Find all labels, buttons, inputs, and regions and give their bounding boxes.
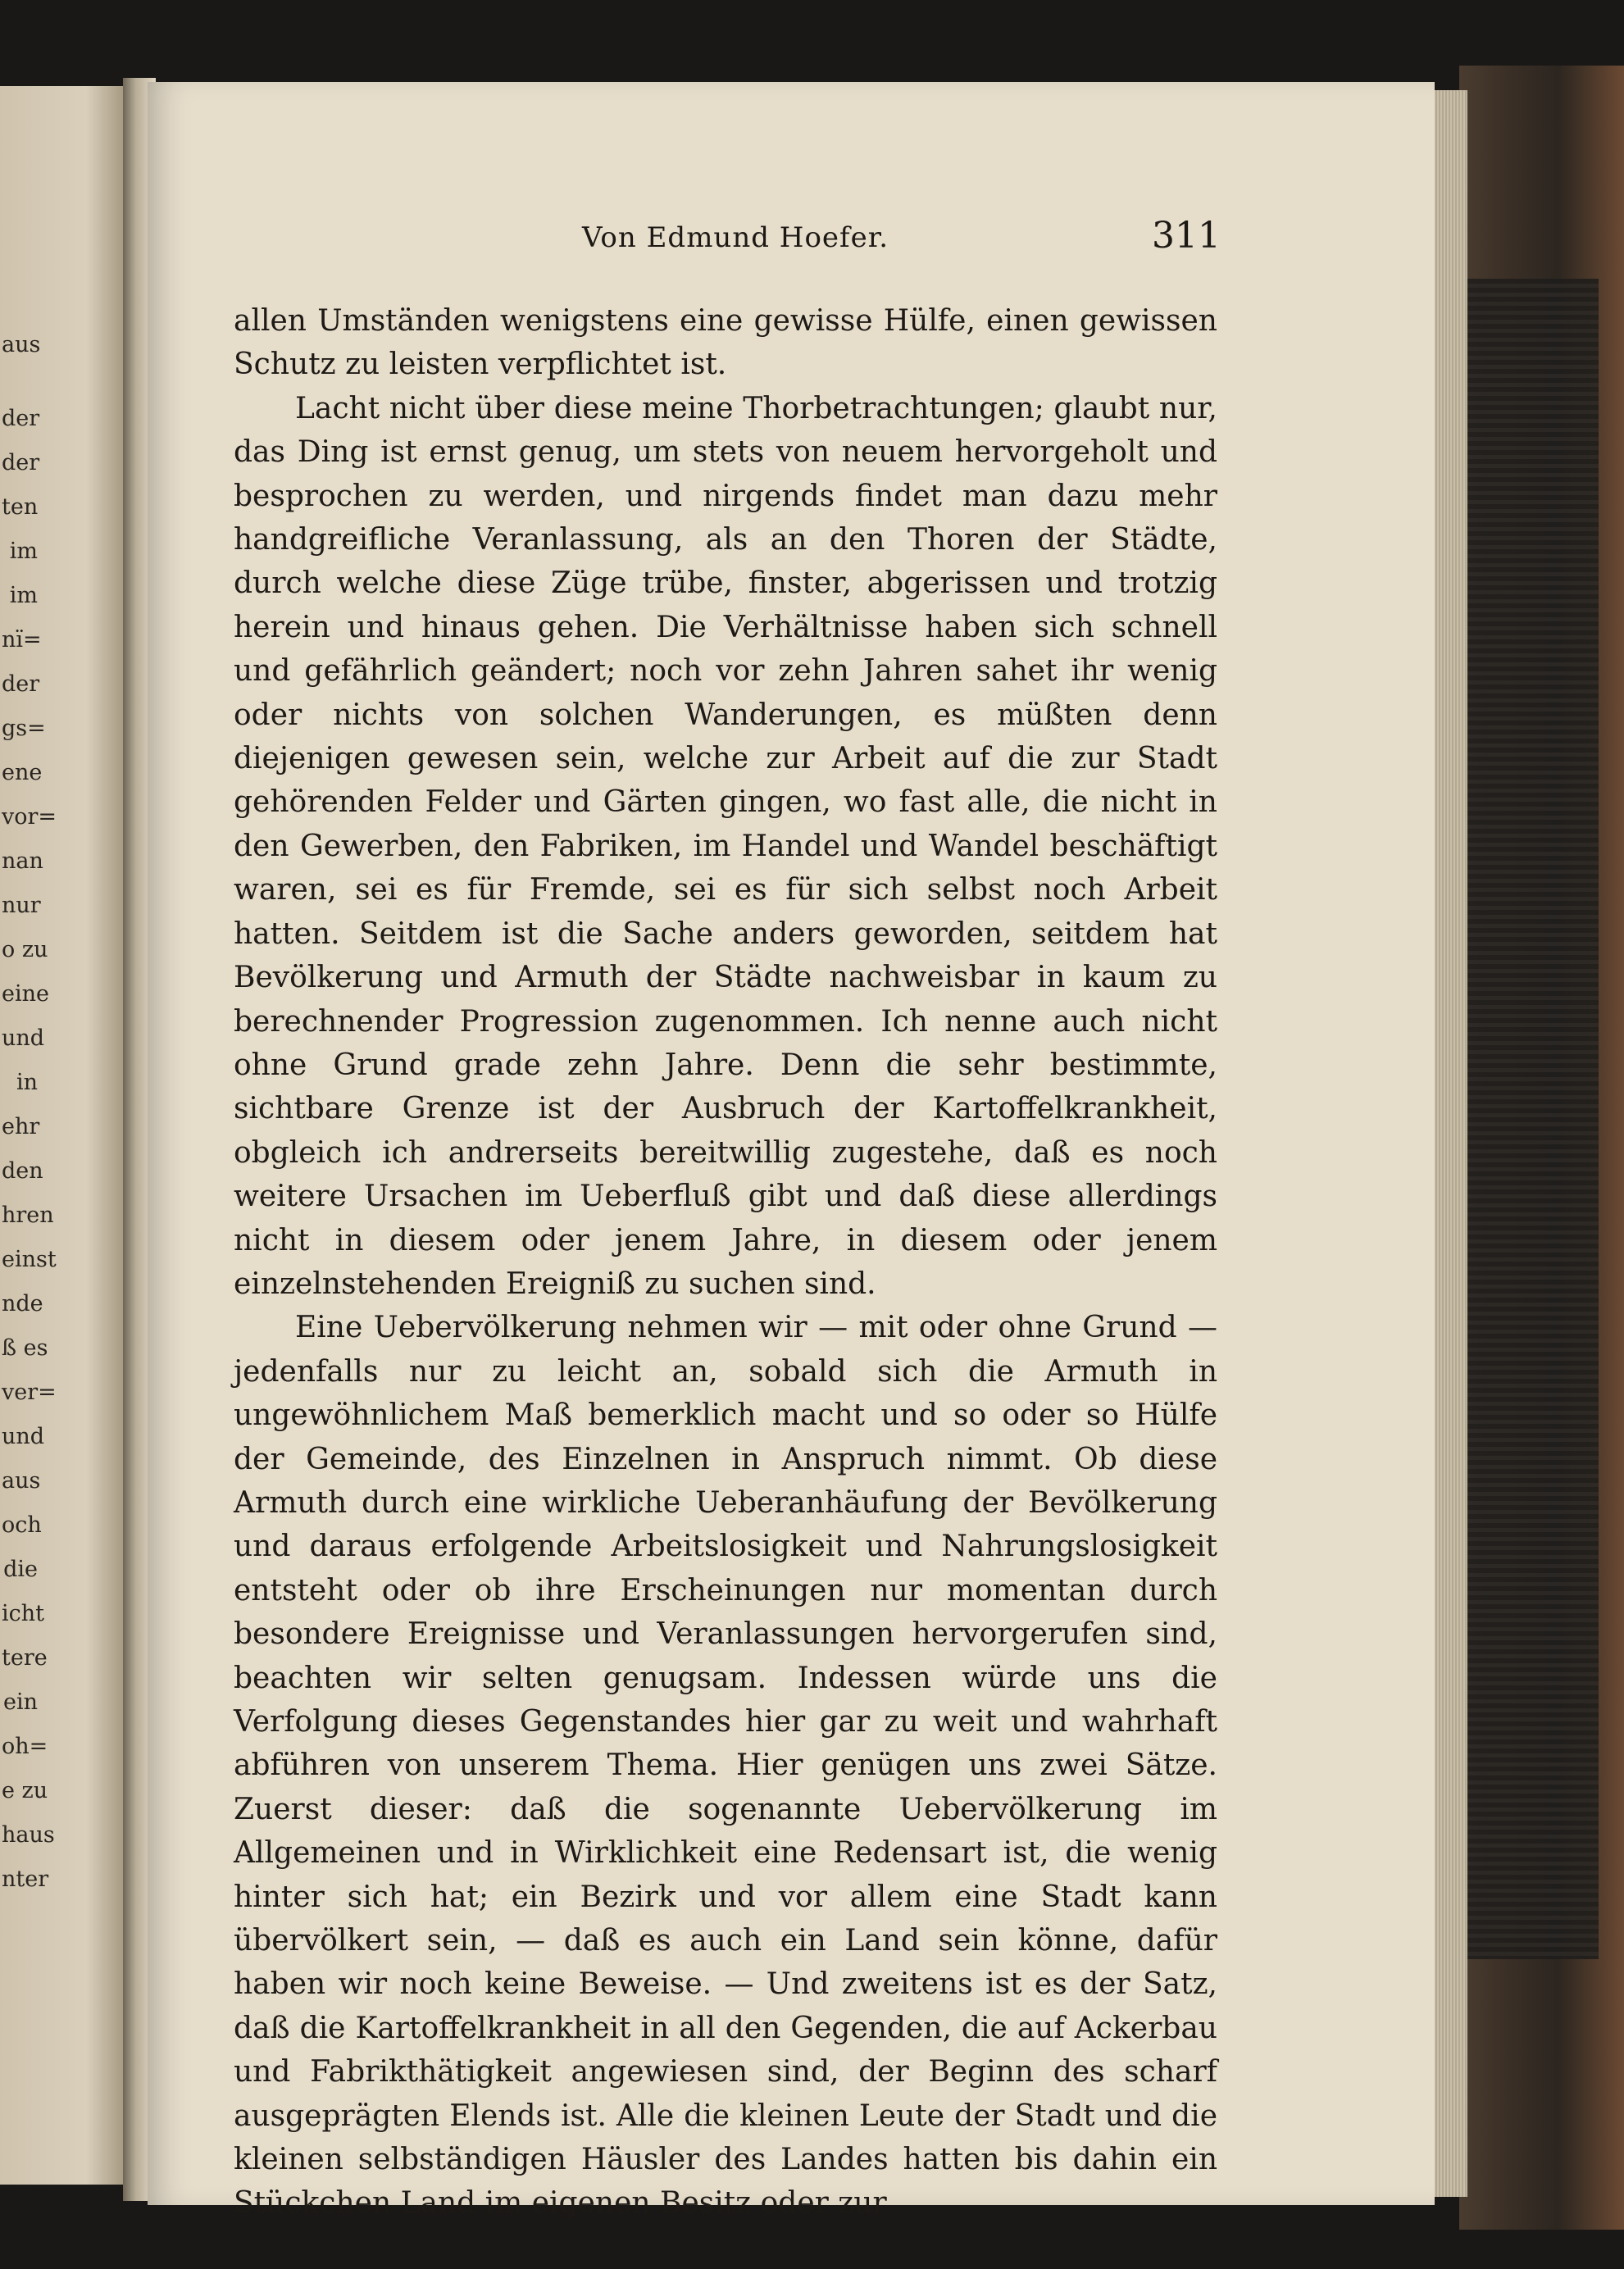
left-page-fragment: ten bbox=[2, 494, 39, 520]
paragraph-2: Lacht nicht über diese meine Thorbetrachtungen; glaubt nur, das Ding ist ernst genug, um stets von neuem hervorgeholt und besprochen zu werden, und nirgends findet man dazu mehr handgreifliche Veranlassung, als an den Thoren der Städte, durch welche diese Züge trübe, finster, abgerissen und trotzig herein und hinaus gehen. Die Verhältnisse haben sich schnell und gefährlich geändert; noch vor zehn Jahren sahet ihr wenig oder nichts von solchen Wanderungen, es müßten denn diejenigen gewesen sein, welche zur Arbeit auf die zur Stadt gehörenden Felder und Gärten gingen, wo fast alle, die nicht in den Gewerben, den Fabriken, im Handel und Wandel beschäftigt waren, sei es für Fremde, sei es für sich selbst noch Arbeit hatten. Seitdem ist die Sache anders geworden, seitdem hat Bevölkerung und Armuth der Städte nachweisbar in kaum zu berechnender Progression zugenommen. Ich nenne auch nicht ohne Grund grade zehn Jahre. Denn die sehr bestimmte, sichtbare Grenze ist der Ausbruch der Kartoffelkrankheit, obgleich ich andrerseits bereitwillig zugestehe, daß es noch weitere Ursachen im Ueberfluß gibt und daß diese allerdings nicht in diesem oder jenem Jahre, in diesem oder jenem einzelnstehenden Ereigniß zu suchen sind. bbox=[234, 391, 1217, 1301]
left-page-fragment: e zu bbox=[2, 1778, 48, 1803]
left-page-fragment: tere bbox=[2, 1645, 48, 1671]
left-page-fragment: einst bbox=[2, 1247, 57, 1272]
left-page-fragment: haus bbox=[2, 1822, 55, 1848]
left-page-fragment: und bbox=[2, 1025, 45, 1051]
left-page-fragment: im bbox=[9, 583, 38, 608]
left-page-fragment: aus bbox=[2, 332, 41, 357]
paragraph-3: Eine Uebervölkerung nehmen wir — mit oder ohne Grund — jedenfalls nur zu leicht an, sobald sich die Armuth in ungewöhnlichem Maß bemerklich macht und so oder so Hülfe der Gemeinde, des Einzelnen in Anspruch nimmt. Ob diese Armuth durch eine wirkliche Ueberanhäufung der Bevölkerung und daraus erfolgende Arbeitslosigkeit und Nahrungslosigkeit entsteht oder ob ihre Erscheinungen nur momentan durch besondere Ereignisse und Veranlassungen hervorgerufen sind, beachten wir selten genugsam. Indessen würde uns die Verfolgung dieses Gegenstandes hier gar zu weit und wahrhaft abführen von unserem Thema. Hier genügen uns zwei Sätze. Zuerst dieser: daß die sogenannte Uebervölkerung im Allgemeinen und in Wirklichkeit eine Redensart ist, die wenig hinter sich hat; ein Bezirk und vor allem eine Stadt kann übervölkert sein, — daß es auch ein Land sein könne, dafür haben wir noch keine Beweise. — Und zweitens ist es der Satz, daß die Kartoffelkrankheit in all den Gegenden, die auf Ackerbau und Fabrikthätigkeit angewiesen sind, der Beginn des scharf ausgeprägten Elends ist. Alle die kleinen Leute der Stadt und die kleinen selbständigen Häusler des Landes hatten bis dahin ein Stückchen Land im eigenen Besitz oder zur bbox=[234, 1311, 1217, 2221]
body-text bbox=[234, 299, 1217, 2226]
left-page-fragment: den bbox=[2, 1158, 43, 1184]
left-page-fragment: ß es bbox=[2, 1335, 48, 1361]
left-page-fragment: ein bbox=[2, 1689, 38, 1715]
left-page-fragment: in bbox=[16, 1070, 38, 1095]
left-page-fragment: nter bbox=[2, 1867, 49, 1892]
left-page-fragment: die bbox=[3, 1557, 38, 1582]
paragraph-1: allen Umständen wenigstens eine gewisse Hülfe, einen gewissen Schutz zu leisten verpflichtet ist. bbox=[234, 304, 1217, 382]
page-header bbox=[148, 215, 1221, 271]
book-cover-edge bbox=[1459, 66, 1624, 2230]
left-page-fragment: oh= bbox=[2, 1734, 48, 1759]
left-page-fragment: aus bbox=[2, 1468, 41, 1494]
page-number: 311 bbox=[1152, 215, 1221, 257]
left-page-fragment: vor= bbox=[2, 804, 57, 830]
running-head: Von Edmund Hoefer. bbox=[582, 221, 889, 254]
left-page-fragment: nan bbox=[2, 848, 43, 874]
left-page-fragment: nur bbox=[2, 893, 41, 918]
left-page-fragment: o zu bbox=[2, 937, 48, 962]
left-page-fragment: ene bbox=[2, 760, 43, 785]
left-page-fragment: eine bbox=[2, 981, 49, 1007]
left-page-fragment: hren bbox=[2, 1203, 54, 1228]
left-page-fragment: ver= bbox=[2, 1380, 57, 1405]
left-page-fragment: gs= bbox=[2, 716, 46, 741]
left-page-edge bbox=[0, 86, 123, 2185]
left-page-fragment: nde bbox=[2, 1291, 43, 1316]
left-page-fragment: der bbox=[2, 450, 40, 475]
left-page-fragment: ehr bbox=[2, 1114, 40, 1139]
left-page-fragment: im bbox=[9, 539, 38, 564]
left-page-fragment: der bbox=[2, 406, 40, 431]
page-edges bbox=[1431, 90, 1467, 2197]
left-page-fragment: nï= bbox=[2, 627, 42, 653]
book-page bbox=[148, 82, 1435, 2221]
left-page-fragment: icht bbox=[2, 1601, 44, 1626]
left-page-fragment: der bbox=[2, 671, 40, 697]
left-page-fragment: och bbox=[2, 1512, 42, 1538]
left-page-fragment: und bbox=[2, 1424, 45, 1449]
